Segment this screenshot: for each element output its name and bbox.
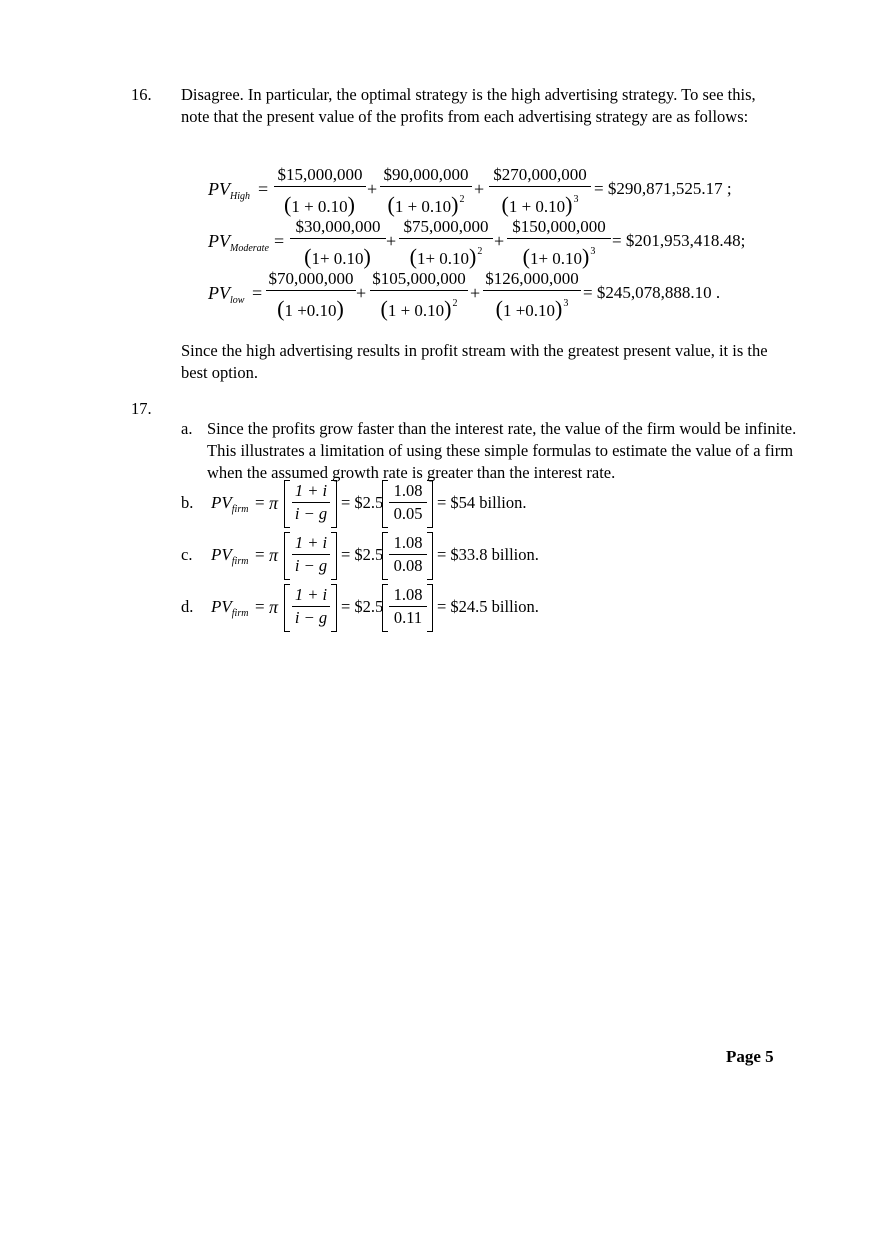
fraction-term: $15,000,000 (1 + 0.10): [274, 164, 366, 220]
value-fraction: 1.08 0.08: [389, 532, 427, 577]
page-number: Page 5: [726, 1047, 774, 1066]
question-17-number: 17.: [131, 399, 152, 418]
fraction-term: $105,000,000 $(1 + 0.10)^2$: [370, 268, 468, 324]
value-fraction: 1.08 0.11: [389, 584, 427, 629]
fraction-term: $30,000,000 (1+ 0.10): [290, 216, 386, 272]
part-label: a.: [181, 419, 193, 438]
fraction-term: $75,000,000 $(1+ 0.10)^2$: [399, 216, 493, 272]
pv-label: $PV_{low}$: [208, 283, 245, 306]
growth-fraction: 1 + i i − g: [292, 584, 330, 629]
pv-result: = $290,871,525.17 ;: [594, 179, 732, 198]
pv-label: $PV_{Moderate}$: [208, 231, 269, 254]
part-label: d.: [181, 597, 194, 616]
part-result: = $54 billion.: [437, 493, 527, 512]
fraction-term: $126,000,000 $(1 +0.10)^3$: [483, 268, 581, 324]
pv-high-equation: $PV_{High}$ = $15,000,000 (1 + 0.10) + $90,000,000 $(1 + 0.10)^2$ + $270,000,000 $(1 + 0.10)^3$ = $290,871,525.17 ;: [208, 164, 768, 218]
question-17-part-c: c. $PV_{firm}$ = π 1 + i i − g = $2.5 1.08 0.08 = $33.8 billion.: [181, 532, 681, 582]
pv-label: $PV_{High}$: [208, 179, 250, 202]
part-a-text: Since the profits grow faster than the interest rate, the value of the firm would be infinite. This illustrates a limitation of using these simple formulas to estimate the value of a firm when the assumed growth rate is greater than the interest rate.: [207, 419, 797, 482]
part-result: = $24.5 billion.: [437, 597, 539, 616]
pv-moderate-equation: $PV_{Moderate}$ = $30,000,000 (1+ 0.10) + $75,000,000 $(1+ 0.10)^2$ + $150,000,000 $(1+ 0.10)^3$ = $201,953,418.48;: [208, 216, 768, 270]
pv-low-equation: $PV_{low}$ = $70,000,000 (1 +0.10) + $105,000,000 $(1 + 0.10)^2$ + $126,000,000 $(1 +0.10)^3$ = $245,078,888.10 .: [208, 268, 768, 322]
question-16-intro: Disagree. In particular, the optimal strategy is the high advertising strategy. To see this, note that the present value of the profits from each advertising strategy are as follows:: [181, 85, 756, 126]
question-17-part-b: b. $PV_{firm}$ = π 1 + i i − g = $2.5 1.08 0.05 = $54 billion.: [181, 480, 681, 530]
growth-fraction: 1 + i i − g: [292, 480, 330, 525]
part-label: c.: [181, 545, 193, 564]
question-17-part-d: d. $PV_{firm}$ = π 1 + i i − g = $2.5 1.08 0.11 = $24.5 billion.: [181, 584, 681, 634]
part-label: b.: [181, 493, 194, 512]
pv-result: = $245,078,888.10 .: [583, 283, 721, 302]
pv-result: = $201,953,418.48;: [612, 231, 746, 250]
question-16-number: 16.: [131, 85, 152, 104]
question-16-conclusion: Since the high advertising results in profit stream with the greatest present value, it is the best option.: [181, 341, 768, 382]
value-fraction: 1.08 0.05: [389, 480, 427, 525]
fraction-term: $150,000,000 $(1+ 0.10)^3$: [507, 216, 611, 272]
fraction-term: $90,000,000 $(1 + 0.10)^2$: [380, 164, 472, 220]
part-result: = $33.8 billion.: [437, 545, 539, 564]
fraction-term: $70,000,000 (1 +0.10): [266, 268, 356, 324]
growth-fraction: 1 + i i − g: [292, 532, 330, 577]
fraction-term: $270,000,000 $(1 + 0.10)^3$: [489, 164, 591, 220]
